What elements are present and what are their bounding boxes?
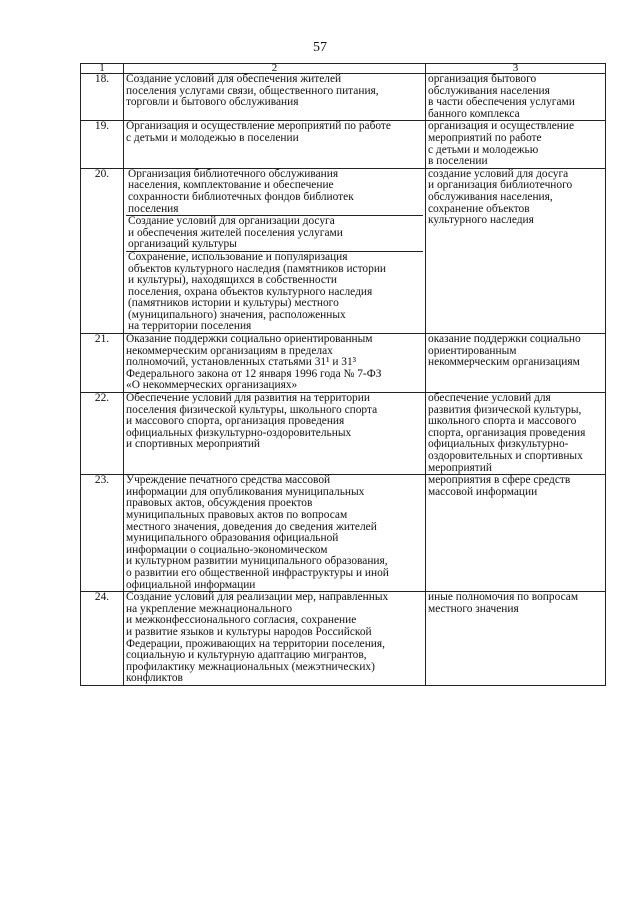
row-number: 24. xyxy=(81,592,124,686)
subject-cell: Создание условий для реализации мер, направленных на укрепление межнационального и межконфессионального согласия, сохранение и развитие языков и культуры народов Российской Федерации, проживающих на территории поселения, социальную и культурную адаптацию мигрантов, профилактику межнациональных (межэтнических) конфликтов xyxy=(124,592,426,686)
table-row xyxy=(81,393,606,475)
row-number: 18. xyxy=(81,74,124,121)
header-col-2: 2 xyxy=(124,64,426,74)
subject-cell: Организация и осуществление мероприятий по работе с детьми и молодежью в поселении xyxy=(124,121,426,168)
row-number: 21. xyxy=(81,334,124,393)
subject-part: Сохранение, использование и популяризация объектов культурного наследия (памятников истории и культуры), находящихся в собственности поселения, охрана объектов культурного наследия (памятников истории и культуры) местного (муниципального) значения, расположенных на территории поселения xyxy=(128,250,387,333)
subject-cell: Обеспечение условий для развития на территории поселения физической культуры, школьного спорта и массового спорта, организация проведения официальных физкультурно-оздоровительных и спортивных мероприятий xyxy=(124,393,426,475)
row-number: 19. xyxy=(81,121,124,168)
row-number: 23. xyxy=(81,475,124,592)
subject-part: Создание условий для организации досуга и обеспечения жителей поселения услугами организаций культуры xyxy=(126,216,423,252)
table-row xyxy=(81,74,606,121)
header-col-3: 3 xyxy=(426,64,606,74)
power-cell: оказание поддержки социально ориентированным некоммерческим организациям xyxy=(426,334,606,393)
power-cell: мероприятия в сфере средств массовой информации xyxy=(426,475,606,592)
power-cell: создание условий для досуга и организация библиотечного обслуживания населения, сохранение объектов культурного наследия xyxy=(426,168,606,333)
power-cell: организация бытового обслуживания населения в части обеспечения услугами банного комплекса xyxy=(426,74,606,121)
power-cell: иные полномочия по вопросам местного значения xyxy=(426,592,606,686)
power-cell: организация и осуществление мероприятий по работе с детьми и молодежью в поселении xyxy=(426,121,606,168)
subject-cell xyxy=(124,168,426,333)
table-header-row xyxy=(81,64,606,74)
table-row xyxy=(81,475,606,592)
page-number: 57 xyxy=(313,40,327,55)
powers-table xyxy=(80,63,606,686)
subject-cell: Оказание поддержки социально ориентированным некоммерческим организациям в пределах полномочий, установленных статьями 31¹ и 31³ Федерального закона от 12 января 1996 года № 7-ФЗ «О некоммерческих организациях» xyxy=(124,334,426,393)
table-row xyxy=(81,592,606,686)
subject-part: Организация библиотечного обслуживания населения, комплектование и обеспечение сохранности библиотечных фондов библиотек поселения xyxy=(126,169,423,216)
table-row xyxy=(81,121,606,168)
row-number: 22. xyxy=(81,393,124,475)
subject-cell: Учреждение печатного средства массовой информации для опубликования муниципальных правовых актов, обсуждения проектов муниципальных правовых актов по вопросам местного значения, доведения до сведения жителей муниципального образования официальной информации о социально-экономическом и культурном развитии муниципального образования, о развитии его общественной инфраструктуры и иной официальной информации xyxy=(124,475,426,592)
row-number: 20. xyxy=(81,168,124,333)
table-row xyxy=(81,334,606,393)
power-cell: обеспечение условий для развития физической культуры, школьного спорта и массового спорта, организация проведения официальных физкультурно- оздоровительных и спортивных мероприятий xyxy=(426,393,606,475)
subject-cell: Создание условий для обеспечения жителей поселения услугами связи, общественного питания, торговли и бытового обслуживания xyxy=(124,74,426,121)
table-row xyxy=(81,168,606,333)
header-col-1: 1 xyxy=(81,64,124,74)
